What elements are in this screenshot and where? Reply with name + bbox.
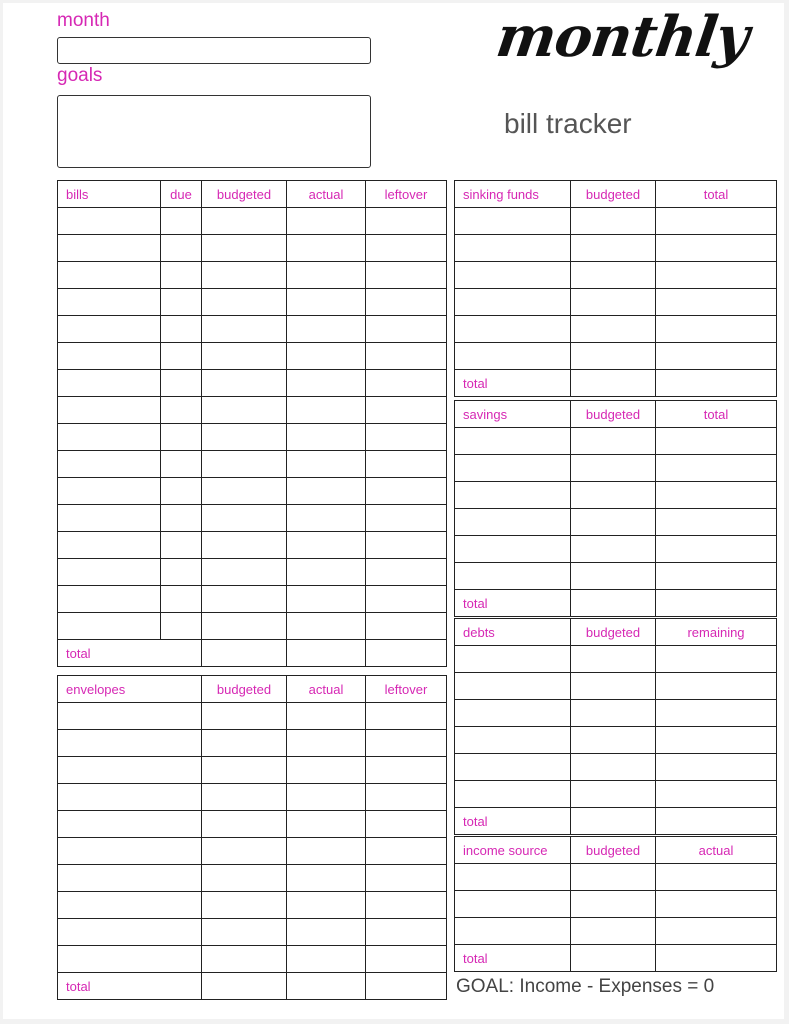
- table-cell[interactable]: [287, 730, 366, 757]
- table-row: [58, 451, 447, 478]
- total-cell[interactable]: [202, 640, 287, 667]
- table-cell[interactable]: [202, 838, 287, 865]
- total-cell[interactable]: [571, 945, 656, 972]
- table-cell[interactable]: [366, 478, 447, 505]
- debts-table: [454, 618, 777, 835]
- table-cell[interactable]: [366, 865, 447, 892]
- table-cell[interactable]: [571, 482, 656, 509]
- table-cell[interactable]: [571, 918, 656, 945]
- table-cell[interactable]: [287, 919, 366, 946]
- table-row: [58, 208, 447, 235]
- table-cell[interactable]: [366, 370, 447, 397]
- income-header-2: actual: [656, 837, 777, 864]
- table-cell[interactable]: [656, 891, 777, 918]
- table-cell[interactable]: [202, 289, 287, 316]
- table-row: [455, 343, 777, 370]
- table-cell[interactable]: [202, 397, 287, 424]
- table-cell[interactable]: [161, 343, 202, 370]
- table-cell[interactable]: [366, 316, 447, 343]
- table-cell[interactable]: [366, 397, 447, 424]
- table-cell[interactable]: [202, 586, 287, 613]
- table-cell[interactable]: [366, 730, 447, 757]
- table-cell[interactable]: [571, 891, 656, 918]
- table-cell[interactable]: [287, 208, 366, 235]
- table-cell[interactable]: [366, 784, 447, 811]
- table-cell[interactable]: [656, 208, 777, 235]
- total-cell[interactable]: [571, 590, 656, 617]
- table-cell[interactable]: [287, 316, 366, 343]
- table-cell[interactable]: [656, 727, 777, 754]
- table-cell[interactable]: [455, 891, 571, 918]
- table-cell[interactable]: [58, 424, 161, 451]
- income-table: [454, 836, 777, 972]
- goal-statement: GOAL: Income - Expenses = 0: [456, 976, 715, 997]
- table-cell[interactable]: [455, 289, 571, 316]
- total-cell[interactable]: [366, 973, 447, 1000]
- total-label: total: [58, 973, 202, 1000]
- sinking-funds-header-1: budgeted: [571, 181, 656, 208]
- table-cell[interactable]: [366, 532, 447, 559]
- table-cell[interactable]: [287, 586, 366, 613]
- table-row: [58, 784, 447, 811]
- table-row: [455, 563, 777, 590]
- table-cell[interactable]: [571, 727, 656, 754]
- table-row: [455, 918, 777, 945]
- table-cell[interactable]: [161, 262, 202, 289]
- table-cell[interactable]: [202, 262, 287, 289]
- table-cell[interactable]: [571, 646, 656, 673]
- table-cell[interactable]: [161, 532, 202, 559]
- table-cell[interactable]: [287, 613, 366, 640]
- sinking-funds-header-row: [455, 181, 777, 208]
- table-cell[interactable]: [366, 613, 447, 640]
- table-cell[interactable]: [571, 563, 656, 590]
- table-row: [455, 646, 777, 673]
- table-cell[interactable]: [202, 343, 287, 370]
- table-cell[interactable]: [571, 673, 656, 700]
- table-cell[interactable]: [366, 235, 447, 262]
- table-cell[interactable]: [287, 703, 366, 730]
- table-cell[interactable]: [455, 673, 571, 700]
- table-cell[interactable]: [656, 289, 777, 316]
- table-cell[interactable]: [455, 343, 571, 370]
- table-row: [58, 289, 447, 316]
- table-row: [455, 482, 777, 509]
- table-cell[interactable]: [366, 946, 447, 973]
- table-cell[interactable]: [58, 289, 161, 316]
- total-row: [455, 370, 777, 397]
- table-cell[interactable]: [287, 811, 366, 838]
- table-cell[interactable]: [58, 451, 161, 478]
- table-cell[interactable]: [58, 892, 202, 919]
- table-cell[interactable]: [202, 424, 287, 451]
- table-cell[interactable]: [366, 559, 447, 586]
- table-cell[interactable]: [58, 262, 161, 289]
- table-cell[interactable]: [455, 509, 571, 536]
- table-cell[interactable]: [161, 316, 202, 343]
- table-cell[interactable]: [571, 316, 656, 343]
- income-header-row: [455, 837, 777, 864]
- income-header-0: income source: [455, 837, 571, 864]
- table-cell[interactable]: [58, 208, 161, 235]
- table-cell[interactable]: [58, 757, 202, 784]
- total-cell[interactable]: [656, 370, 777, 397]
- table-cell[interactable]: [571, 700, 656, 727]
- table-cell[interactable]: [455, 700, 571, 727]
- table-cell[interactable]: [656, 781, 777, 808]
- table-row: [455, 262, 777, 289]
- table-cell[interactable]: [287, 397, 366, 424]
- bills-header-2: budgeted: [202, 181, 287, 208]
- table-cell[interactable]: [455, 482, 571, 509]
- table-cell[interactable]: [656, 262, 777, 289]
- table-cell[interactable]: [58, 235, 161, 262]
- table-row: [58, 730, 447, 757]
- table-cell[interactable]: [656, 700, 777, 727]
- bills-header-row: [58, 181, 447, 208]
- table-row: [58, 370, 447, 397]
- goals-label: goals: [57, 65, 103, 86]
- bills-header-4: leftover: [366, 181, 447, 208]
- table-cell[interactable]: [366, 838, 447, 865]
- table-cell[interactable]: [287, 289, 366, 316]
- table-cell[interactable]: [366, 919, 447, 946]
- envelopes-header-3: leftover: [366, 676, 447, 703]
- table-cell[interactable]: [58, 316, 161, 343]
- sinking-funds-header-0: sinking funds: [455, 181, 571, 208]
- table-cell[interactable]: [202, 235, 287, 262]
- table-row: [455, 509, 777, 536]
- table-cell[interactable]: [656, 482, 777, 509]
- table-row: [455, 455, 777, 482]
- table-cell[interactable]: [366, 811, 447, 838]
- table-cell[interactable]: [656, 235, 777, 262]
- table-cell[interactable]: [366, 262, 447, 289]
- table-cell[interactable]: [455, 727, 571, 754]
- total-cell[interactable]: [571, 808, 656, 835]
- table-cell[interactable]: [571, 262, 656, 289]
- table-cell[interactable]: [455, 455, 571, 482]
- table-cell[interactable]: [287, 343, 366, 370]
- table-row: [455, 700, 777, 727]
- table-cell[interactable]: [366, 424, 447, 451]
- sinking-funds-header-2: total: [656, 181, 777, 208]
- bills-header-3: actual: [287, 181, 366, 208]
- table-row: [455, 536, 777, 563]
- table-cell[interactable]: [287, 505, 366, 532]
- table-cell[interactable]: [161, 235, 202, 262]
- total-row: [455, 808, 777, 835]
- table-cell[interactable]: [58, 478, 161, 505]
- table-cell[interactable]: [571, 864, 656, 891]
- table-cell[interactable]: [287, 559, 366, 586]
- table-row: [58, 559, 447, 586]
- sinking-funds-table: [454, 180, 777, 397]
- table-cell[interactable]: [161, 478, 202, 505]
- table-cell[interactable]: [287, 532, 366, 559]
- income-header-1: budgeted: [571, 837, 656, 864]
- table-cell[interactable]: [455, 646, 571, 673]
- table-cell[interactable]: [287, 838, 366, 865]
- savings-header-0: savings: [455, 401, 571, 428]
- table-cell[interactable]: [202, 703, 287, 730]
- table-row: [455, 428, 777, 455]
- table-cell[interactable]: [366, 289, 447, 316]
- table-cell[interactable]: [366, 703, 447, 730]
- table-cell[interactable]: [202, 451, 287, 478]
- total-row: [455, 590, 777, 617]
- table-cell[interactable]: [571, 289, 656, 316]
- envelopes-header-1: budgeted: [202, 676, 287, 703]
- page-subtitle: bill tracker: [504, 108, 632, 139]
- month-label: month: [57, 10, 110, 31]
- table-cell[interactable]: [202, 865, 287, 892]
- total-cell[interactable]: [202, 973, 287, 1000]
- table-row: [58, 586, 447, 613]
- table-cell[interactable]: [455, 536, 571, 563]
- table-cell[interactable]: [161, 505, 202, 532]
- table-cell[interactable]: [455, 235, 571, 262]
- table-cell[interactable]: [571, 235, 656, 262]
- table-cell[interactable]: [161, 424, 202, 451]
- table-row: [455, 316, 777, 343]
- total-cell[interactable]: [571, 370, 656, 397]
- debts-header-2: remaining: [656, 619, 777, 646]
- table-cell[interactable]: [202, 613, 287, 640]
- table-cell[interactable]: [58, 865, 202, 892]
- table-cell[interactable]: [366, 208, 447, 235]
- total-label: total: [58, 640, 202, 667]
- table-row: [58, 316, 447, 343]
- table-cell[interactable]: [202, 730, 287, 757]
- table-cell[interactable]: [366, 586, 447, 613]
- table-row: [455, 727, 777, 754]
- table-cell[interactable]: [571, 509, 656, 536]
- table-row: [58, 235, 447, 262]
- total-label: total: [455, 370, 571, 397]
- table-row: [455, 235, 777, 262]
- envelopes-header-0: envelopes: [58, 676, 202, 703]
- table-cell[interactable]: [571, 536, 656, 563]
- table-cell[interactable]: [202, 946, 287, 973]
- savings-table: [454, 400, 777, 617]
- table-cell[interactable]: [366, 451, 447, 478]
- table-cell[interactable]: [202, 784, 287, 811]
- table-row: [58, 613, 447, 640]
- table-cell[interactable]: [161, 397, 202, 424]
- table-row: [455, 673, 777, 700]
- envelopes-header-row: [58, 676, 447, 703]
- table-cell[interactable]: [287, 865, 366, 892]
- bills-header-0: bills: [58, 181, 161, 208]
- table-cell[interactable]: [656, 536, 777, 563]
- bills-header-1: due: [161, 181, 202, 208]
- table-cell[interactable]: [202, 559, 287, 586]
- table-cell[interactable]: [58, 703, 202, 730]
- table-row: [58, 865, 447, 892]
- table-cell[interactable]: [287, 235, 366, 262]
- table-cell[interactable]: [58, 343, 161, 370]
- table-cell[interactable]: [202, 478, 287, 505]
- table-cell[interactable]: [287, 784, 366, 811]
- table-row: [58, 946, 447, 973]
- table-row: [455, 781, 777, 808]
- table-cell[interactable]: [455, 208, 571, 235]
- envelopes-header-2: actual: [287, 676, 366, 703]
- savings-header-row: [455, 401, 777, 428]
- table-cell[interactable]: [58, 586, 161, 613]
- table-cell[interactable]: [455, 428, 571, 455]
- table-cell[interactable]: [58, 946, 202, 973]
- table-cell[interactable]: [656, 316, 777, 343]
- table-cell[interactable]: [161, 559, 202, 586]
- total-cell[interactable]: [287, 640, 366, 667]
- table-row: [58, 478, 447, 505]
- table-cell[interactable]: [571, 754, 656, 781]
- table-cell[interactable]: [287, 478, 366, 505]
- total-cell[interactable]: [287, 973, 366, 1000]
- total-row: [58, 640, 447, 667]
- table-row: [58, 892, 447, 919]
- table-cell[interactable]: [656, 563, 777, 590]
- table-cell[interactable]: [161, 451, 202, 478]
- table-cell[interactable]: [571, 455, 656, 482]
- table-cell[interactable]: [58, 559, 161, 586]
- table-cell[interactable]: [287, 370, 366, 397]
- table-row: [58, 532, 447, 559]
- table-cell[interactable]: [202, 505, 287, 532]
- table-cell[interactable]: [287, 946, 366, 973]
- table-cell[interactable]: [287, 892, 366, 919]
- total-row: [58, 973, 447, 1000]
- table-row: [58, 262, 447, 289]
- table-cell[interactable]: [58, 811, 202, 838]
- table-row: [58, 397, 447, 424]
- total-cell[interactable]: [656, 808, 777, 835]
- total-label: total: [455, 590, 571, 617]
- table-row: [58, 838, 447, 865]
- table-cell[interactable]: [58, 505, 161, 532]
- table-cell[interactable]: [656, 428, 777, 455]
- table-cell[interactable]: [287, 424, 366, 451]
- debts-header-row: [455, 619, 777, 646]
- table-cell[interactable]: [656, 673, 777, 700]
- table-cell[interactable]: [202, 811, 287, 838]
- table-row: [455, 891, 777, 918]
- table-row: [58, 343, 447, 370]
- table-cell[interactable]: [287, 451, 366, 478]
- table-cell[interactable]: [656, 509, 777, 536]
- table-cell[interactable]: [202, 757, 287, 784]
- table-cell[interactable]: [455, 754, 571, 781]
- table-cell[interactable]: [58, 784, 202, 811]
- table-cell[interactable]: [571, 343, 656, 370]
- table-cell[interactable]: [455, 918, 571, 945]
- table-row: [455, 864, 777, 891]
- table-cell[interactable]: [161, 370, 202, 397]
- bills-table: [57, 180, 447, 667]
- table-cell[interactable]: [455, 781, 571, 808]
- envelopes-table: [57, 675, 447, 1000]
- table-cell[interactable]: [58, 397, 161, 424]
- table-row: [58, 703, 447, 730]
- total-label: total: [455, 945, 571, 972]
- savings-header-1: budgeted: [571, 401, 656, 428]
- table-cell[interactable]: [161, 613, 202, 640]
- table-row: [58, 424, 447, 451]
- table-row: [58, 919, 447, 946]
- table-cell[interactable]: [656, 918, 777, 945]
- page-title: monthly: [492, 4, 753, 70]
- table-cell[interactable]: [161, 289, 202, 316]
- total-label: total: [455, 808, 571, 835]
- total-cell[interactable]: [656, 945, 777, 972]
- table-cell[interactable]: [202, 370, 287, 397]
- month-field[interactable]: [57, 37, 371, 64]
- total-cell[interactable]: [656, 590, 777, 617]
- table-cell[interactable]: [202, 208, 287, 235]
- table-cell[interactable]: [656, 754, 777, 781]
- table-cell[interactable]: [287, 757, 366, 784]
- table-row: [455, 289, 777, 316]
- table-cell[interactable]: [366, 505, 447, 532]
- table-cell[interactable]: [366, 892, 447, 919]
- table-cell[interactable]: [571, 428, 656, 455]
- table-cell[interactable]: [366, 757, 447, 784]
- table-cell[interactable]: [656, 455, 777, 482]
- total-row: [455, 945, 777, 972]
- table-cell[interactable]: [58, 532, 161, 559]
- table-cell[interactable]: [161, 208, 202, 235]
- goals-field[interactable]: [57, 95, 371, 168]
- table-cell[interactable]: [202, 532, 287, 559]
- table-row: [58, 757, 447, 784]
- table-cell[interactable]: [455, 262, 571, 289]
- table-cell[interactable]: [455, 864, 571, 891]
- total-cell[interactable]: [366, 640, 447, 667]
- table-cell[interactable]: [455, 316, 571, 343]
- table-cell[interactable]: [656, 646, 777, 673]
- table-cell[interactable]: [656, 864, 777, 891]
- table-cell[interactable]: [455, 563, 571, 590]
- table-cell[interactable]: [58, 919, 202, 946]
- table-cell[interactable]: [571, 781, 656, 808]
- table-cell[interactable]: [202, 316, 287, 343]
- table-row: [58, 811, 447, 838]
- table-cell[interactable]: [571, 208, 656, 235]
- table-cell[interactable]: [287, 262, 366, 289]
- table-cell[interactable]: [58, 838, 202, 865]
- debts-header-1: budgeted: [571, 619, 656, 646]
- savings-header-2: total: [656, 401, 777, 428]
- table-cell[interactable]: [202, 892, 287, 919]
- table-cell[interactable]: [656, 343, 777, 370]
- table-cell[interactable]: [161, 586, 202, 613]
- table-row: [455, 754, 777, 781]
- table-cell[interactable]: [58, 613, 161, 640]
- table-cell[interactable]: [58, 730, 202, 757]
- table-row: [58, 505, 447, 532]
- debts-header-0: debts: [455, 619, 571, 646]
- table-cell[interactable]: [366, 343, 447, 370]
- table-cell[interactable]: [202, 919, 287, 946]
- table-row: [455, 208, 777, 235]
- table-cell[interactable]: [58, 370, 161, 397]
